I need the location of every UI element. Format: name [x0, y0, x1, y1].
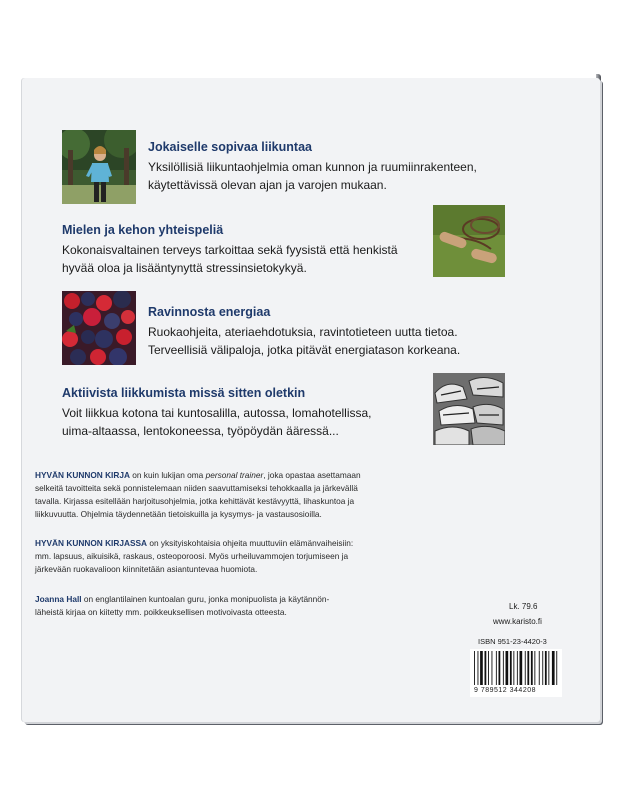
blurb-line [35, 593, 435, 606]
section-jokaiselle [148, 140, 477, 194]
section-text [62, 241, 398, 277]
section-text-line: käytettävissä olevan ajan ja varojen mukaan. [148, 178, 387, 192]
section-heading: Mielen ja kehon yhteispeliä [62, 223, 224, 237]
blurb-line [35, 537, 435, 550]
barcode-bars [470, 649, 562, 689]
section-text [62, 404, 372, 440]
section-text [148, 158, 477, 194]
blurb-lead: Joanna Hall [35, 594, 82, 604]
blurb-text: on kuin lukijan oma [129, 470, 206, 480]
classification-code: Lk. 79.6 [509, 602, 538, 611]
section-heading: Aktiivista liikkumista missä sitten oletkin [62, 386, 306, 400]
blurb-lead: HYVÄN KUNNON KIRJA [35, 470, 130, 480]
section-text-line: Ruokaohjeita, ateriaehdotuksia, ravintotieteen uutta tietoa. [148, 325, 458, 339]
section-text-line: Voit liikkua kotona tai kuntosalilla, autossa, lomahotellissa, [62, 406, 372, 420]
blurb-line [35, 469, 435, 482]
section-text-line: hyvää oloa ja lisääntynyttä stressinsietokykyä. [62, 261, 307, 275]
blurb-line: tavalla. Kirjassa esitellään harjoitusohjelmia, jotka kehittävät kestävyyttä, lihaskuntoa ja [35, 496, 355, 506]
blurb-text: on yksityiskohtaisia ohjeita muuttuviin elämänvaiheisiin: [147, 538, 354, 548]
section-aktiivista [62, 386, 372, 440]
blurb-lead: HYVÄN KUNNON KIRJASSA [35, 538, 148, 548]
barcode-number: 9 789512 344208 [474, 687, 536, 694]
barcode [470, 649, 562, 697]
publisher-website: www.karisto.fi [493, 617, 542, 626]
blurb-line: järkevään ruokavalioon kiinnitetään asiantuntevaa huomiota. [35, 564, 258, 574]
blurb-text: , joka opastaa asettamaan [263, 470, 361, 480]
section-text [148, 323, 460, 359]
isbn-label: ISBN 951-23-4420-3 [478, 637, 547, 646]
section-text-line: Kokonaisvaltainen terveys tarkoittaa sekä fyysistä että henkistä [62, 243, 398, 257]
blurb-line: mm. lapsuus, aikuisikä, raskaus, osteoporoosi. Myös urheiluvammojen torjumiseen ja [35, 551, 349, 561]
blurb-line: selkeitä tavoitteita sekä ponnistelemaan niiden saavuttamiseksi tehokkaalla ja järkevällä [35, 483, 358, 493]
section-text-line: Terveellisiä välipaloja, jotka pitävät energiatason korkeana. [148, 343, 461, 357]
berries-photo [62, 291, 136, 365]
section-mielen [62, 223, 398, 277]
blurb-emphasis: personal trainer [205, 470, 264, 480]
blurb-text: on englantilainen kuntoalan guru, jonka monipuolista ja käytännön- [81, 594, 330, 604]
section-text-line: Yksilöllisiä liikuntaohjelmia oman kunnon ja ruumiinrakenteen, [148, 160, 477, 174]
woman-park-photo [62, 130, 136, 204]
sneakers-photo [433, 373, 505, 445]
section-heading: Jokaiselle sopivaa liikuntaa [148, 140, 312, 154]
blurb-line: liikkuvuutta. Ohjelmia täydennetään tietoiskuilla ja kysymys- ja vastausosioilla. [35, 509, 322, 519]
blurb-hyvan-kunnon-kirjassa [35, 537, 435, 576]
section-ravinnosta [148, 305, 460, 359]
section-text-line: uima-altaassa, lentokoneessa, työpöydän ääressä... [62, 424, 339, 438]
blurb-line: läheistä kirjaa on kiitetty mm. poikkeuksellisen motivoivasta otteesta. [35, 607, 287, 617]
blurb-author [35, 593, 435, 619]
blurb-hyvan-kunnon-kirja [35, 469, 435, 521]
section-heading: Ravinnosta energiaa [148, 305, 271, 319]
jump-rope-photo [433, 205, 505, 277]
